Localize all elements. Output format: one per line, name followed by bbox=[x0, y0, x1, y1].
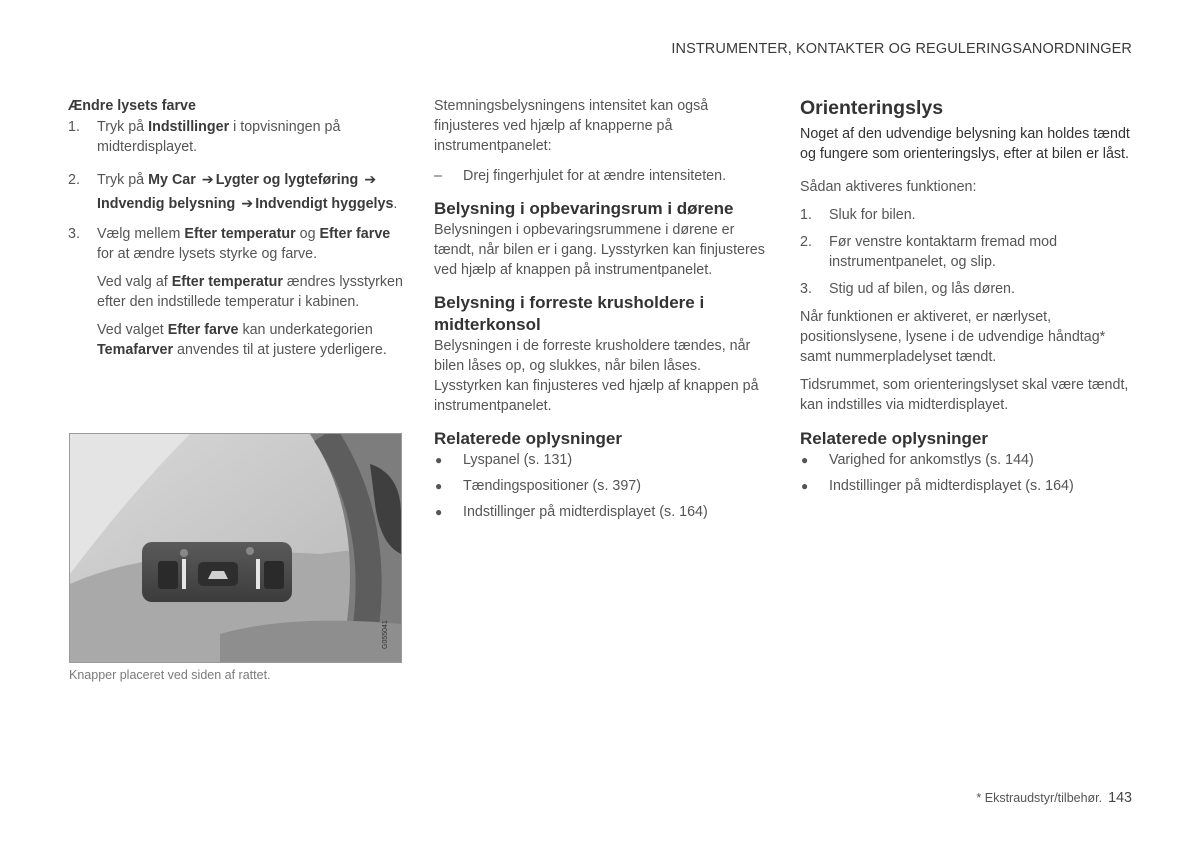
arrow-right-icon: ➔ bbox=[241, 196, 254, 212]
related-text: Indstillinger på midterdisplayet (s. 164) bbox=[463, 504, 708, 520]
dash-list-item bbox=[434, 166, 769, 186]
bullet-marker: ● bbox=[801, 453, 809, 467]
ui-term: Lygter og lygteføring bbox=[215, 172, 359, 188]
ui-term: Efter temperatur bbox=[184, 226, 296, 242]
ui-term: Efter farve bbox=[319, 226, 391, 242]
arrow-right-icon: ➔ bbox=[364, 172, 377, 188]
section-title: Orienteringslys bbox=[800, 97, 944, 119]
paragraph-color bbox=[97, 320, 403, 360]
para-text: kan underkategorien bbox=[238, 322, 373, 338]
ui-term: My Car bbox=[148, 172, 196, 188]
activated-paragraph: Når funktionen er aktiveret, er nærlyset, positionslysene, lysene i de udvendige håndtag* samt nummerpladelyset tændt. bbox=[800, 309, 1106, 365]
duration-paragraph: Tidsrummet, som orienteringslyset skal være tændt, kan indstilles via midterdisplayet. bbox=[800, 377, 1129, 413]
step-number: 3. bbox=[68, 226, 80, 242]
para-text: ændres lysstyrken efter den indstillede temperatur i kabinen. bbox=[97, 274, 403, 310]
activate-label: Sådan aktiveres funktionen: bbox=[800, 179, 977, 195]
step-text: for at ændre lysets styrke og farve. bbox=[97, 246, 318, 262]
related-item bbox=[434, 502, 769, 522]
page-number: 143 bbox=[1108, 790, 1132, 806]
bullet-marker: ● bbox=[435, 453, 443, 467]
heading-related-info: Relaterede oplysninger bbox=[800, 429, 989, 448]
column-middle bbox=[434, 96, 769, 522]
step-text: Før venstre kontaktarm fremad mod instrumentpanelet, og slip. bbox=[829, 234, 1058, 270]
steps-list bbox=[68, 117, 403, 360]
running-header: INSTRUMENTER, KONTAKTER OG REGULERINGSANORDNINGER bbox=[671, 41, 1132, 57]
step-number: 1. bbox=[68, 119, 80, 135]
related-text: Lyspanel (s. 131) bbox=[463, 452, 573, 468]
section-intro: Noget af den udvendige belysning kan holdes tændt og fungere som orienteringslys, efter at bilen er låst. bbox=[800, 126, 1130, 162]
heading-related-info: Relaterede oplysninger bbox=[434, 429, 623, 448]
intensity-intro: Stemningsbelysningens intensitet kan også finjusteres ved hjælp af knapperne på instrumentpanelet: bbox=[434, 98, 709, 154]
related-text: Indstillinger på midterdisplayet (s. 164) bbox=[829, 478, 1074, 494]
step-number: 2. bbox=[800, 234, 812, 250]
bullet-marker: ● bbox=[801, 479, 809, 493]
related-item bbox=[800, 476, 1130, 496]
step-number: 2. bbox=[68, 172, 80, 188]
photo-caption: Knapper placeret ved siden af rattet. bbox=[69, 668, 271, 682]
ui-term: Efter temperatur bbox=[171, 274, 283, 290]
para-text: Ved valget bbox=[97, 322, 168, 338]
step-text: Tryk på bbox=[97, 119, 149, 135]
column-right bbox=[800, 96, 1130, 496]
storage-text: Belysningen i opbevaringsrummene i dørene er tændt, når bilen er i gang. Lysstyrken kan finjusteres ved hjælp af knappen på instrumentpanelet. bbox=[434, 222, 765, 278]
step-text: og bbox=[295, 226, 320, 242]
activation-steps bbox=[800, 205, 1130, 299]
ui-term: Indvendigt hyggelys bbox=[255, 196, 394, 212]
para-text: anvendes til at justere yderligere. bbox=[173, 342, 387, 358]
bullet-marker: ● bbox=[435, 505, 443, 519]
step-2 bbox=[68, 168, 403, 216]
step-1 bbox=[68, 117, 403, 157]
dash-marker: – bbox=[434, 168, 442, 184]
step-3 bbox=[68, 224, 403, 360]
page-footer bbox=[976, 790, 1132, 806]
dash-text: Drej fingerhjulet for at ændre intensiteten. bbox=[463, 168, 727, 184]
step-text: Stig ud af bilen, og lås døren. bbox=[829, 281, 1015, 297]
cupholder-text: Belysningen i de forreste krusholdere tændes, når bilen låses op, og slukkes, når bilen låses. Lysstyrken kan finjusteres ved hjælp af knappen på instrumentpanelet. bbox=[434, 338, 759, 414]
para-text: Ved valg af bbox=[97, 274, 172, 290]
step-text: i topvisningen på midterdisplayet. bbox=[97, 119, 341, 155]
ui-term: Temafarver bbox=[97, 342, 174, 358]
activation-step bbox=[800, 279, 1130, 299]
ui-term: Indstillinger bbox=[148, 119, 230, 135]
ui-term: Indvendig belysning bbox=[97, 196, 236, 212]
dashboard-buttons-photo bbox=[69, 433, 402, 663]
footnote-accessory: * Ekstraudstyr/tilbehør. bbox=[976, 791, 1103, 805]
heading-cupholder-lighting: Belysning i forreste krusholdere i midterkonsol bbox=[434, 293, 705, 334]
related-list bbox=[800, 450, 1130, 496]
arrow-right-icon: ➔ bbox=[201, 172, 214, 188]
related-item bbox=[434, 476, 769, 496]
ui-term: Efter farve bbox=[167, 322, 239, 338]
related-text: Varighed for ankomstlys (s. 144) bbox=[829, 452, 1034, 468]
image-code: G055041 bbox=[382, 620, 389, 649]
paragraph-temperature bbox=[97, 272, 403, 312]
step-text: Vælg mellem bbox=[97, 226, 185, 242]
related-item bbox=[800, 450, 1130, 470]
heading-storage-lighting: Belysning i opbevaringsrum i dørene bbox=[434, 199, 734, 218]
bullet-marker: ● bbox=[435, 479, 443, 493]
related-text: Tændingspositioner (s. 397) bbox=[463, 478, 642, 494]
activation-step bbox=[800, 205, 1130, 225]
step-text: . bbox=[393, 196, 398, 212]
related-list bbox=[434, 450, 769, 522]
steering-side-illustration bbox=[70, 434, 401, 662]
column-left bbox=[68, 96, 403, 360]
step-number: 3. bbox=[800, 281, 812, 297]
activation-step bbox=[800, 232, 1130, 272]
subheading-change-color: Ændre lysets farve bbox=[68, 98, 196, 114]
step-text: Tryk på bbox=[97, 172, 149, 188]
related-item bbox=[434, 450, 769, 470]
step-text: Sluk for bilen. bbox=[829, 207, 916, 223]
step-number: 1. bbox=[800, 207, 812, 223]
